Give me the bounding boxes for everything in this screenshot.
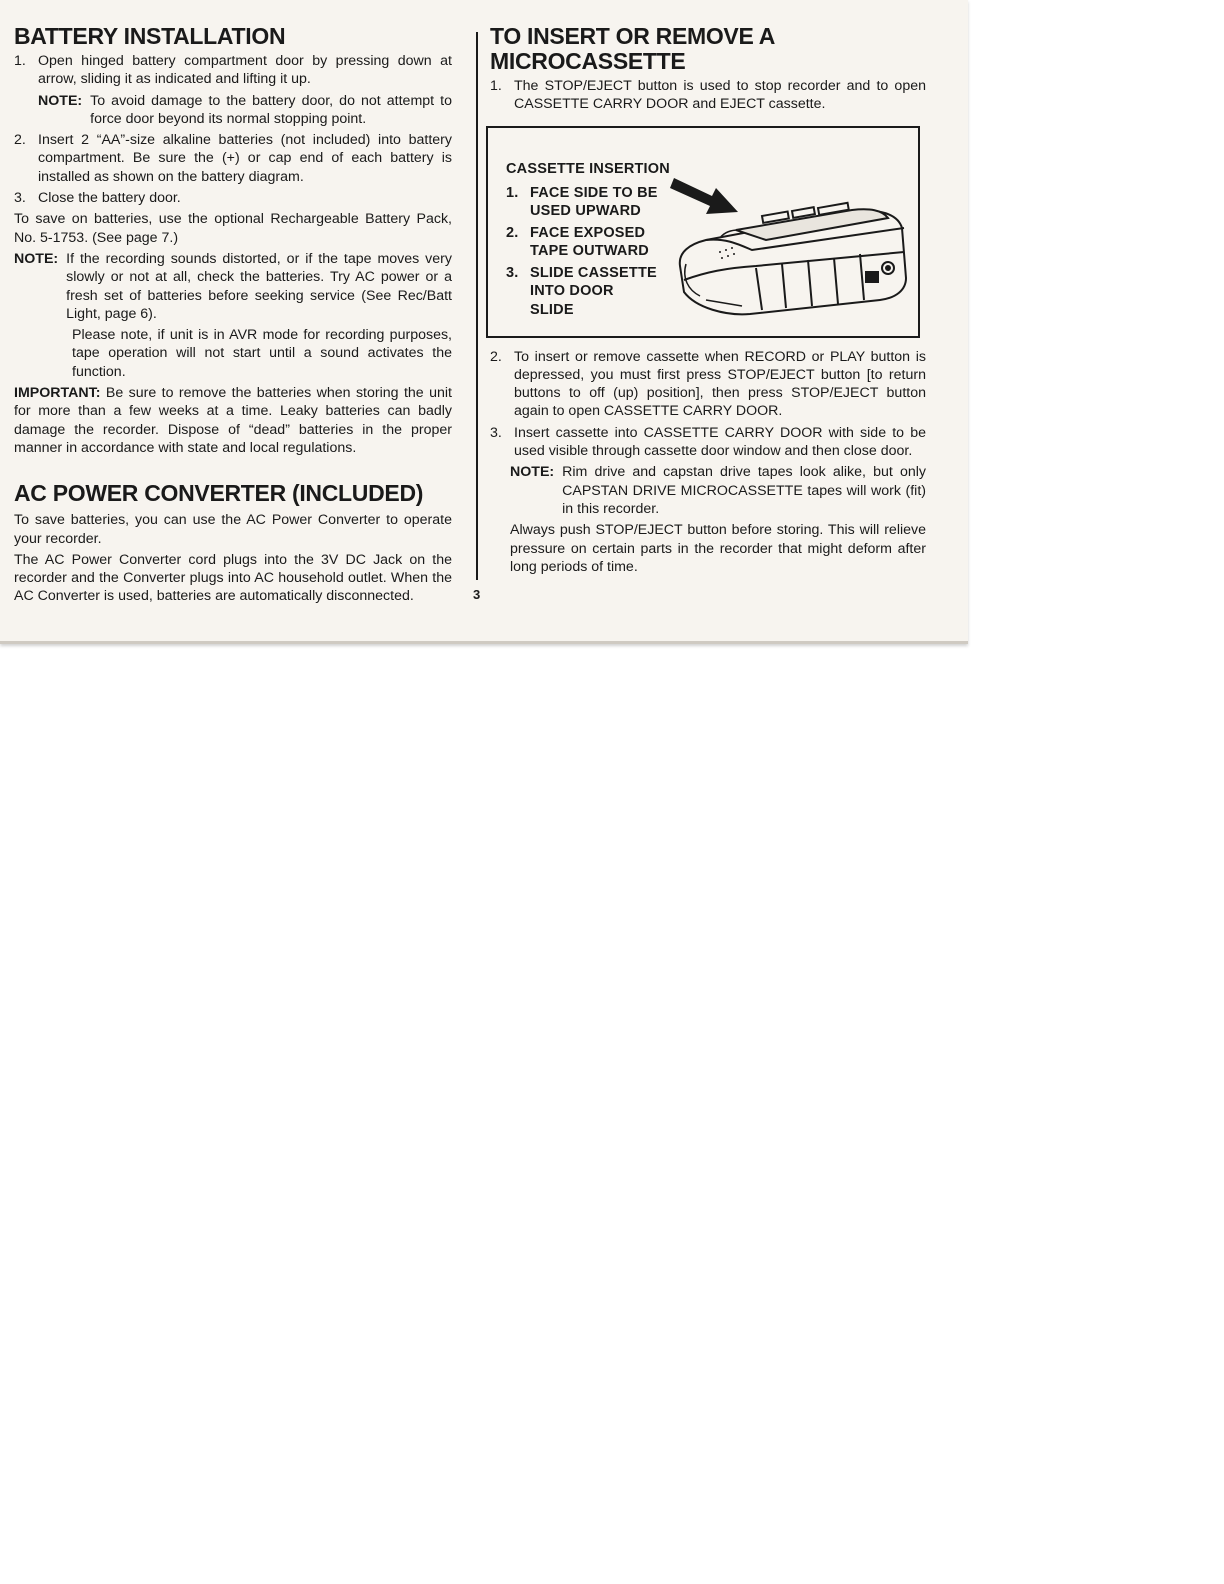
microcassette-recorder-icon [680, 202, 906, 314]
eject-step-1: 1. The STOP/EJECT button is used to stop recorder and to open CASSETTE CARRY DOOR and EJECT cassette. [490, 78, 926, 113]
figure-step-2: 2. FACE EXPOSED TAPE OUTWARD [506, 224, 649, 260]
ac-converter-heading: AC POWER CONVERTER (INCLUDED) [14, 480, 424, 507]
storage-advice: Always push STOP/EJECT button before storing. This will relieve pressure on certain parts in the recorder that might deform after long periods of time. [510, 522, 926, 575]
microcassette-heading: TO INSERT OR REMOVE A MICROCASSETTE [490, 23, 776, 74]
figure-title: CASSETTE INSERTION [506, 160, 670, 177]
avr-mode-note: Please note, if unit is in AVR mode for recording purposes, tape operation will not start until a sound activates the function. [72, 327, 452, 380]
right-column [490, 24, 926, 579]
battery-step-2: 2. Insert 2 “AA”-size alkaline batteries (not included) into battery compartment. Be sure the (+) or cap end of each battery is installed as shown on the battery diagram. [14, 132, 452, 185]
figure-step-1: 1. FACE SIDE TO BE USED UPWARD [506, 184, 658, 220]
capstan-drive-note: NOTE: Rim drive and capstan drive tapes look alike, but only CAPSTAN DRIVE MICROCASSETTE tapes will work (fit) in this recorder. [510, 464, 926, 517]
left-column [14, 24, 452, 609]
cassette-insertion-figure [486, 126, 920, 338]
ac-converter-para-2: The AC Power Converter cord plugs into the 3V DC Jack on the recorder and the Converter plugs into AC household outlet. When the AC Converter is used, batteries are automatically disconnected. [14, 551, 452, 605]
battery-heading: BATTERY INSTALLATION [14, 23, 286, 49]
battery-step-1: 1. Open hinged battery compartment door by pressing down at arrow, sliding it as indicated and lifting it up. [14, 53, 452, 88]
figure-step-3: 3. SLIDE CASSETTE INTO DOOR SLIDE [506, 264, 657, 318]
eject-step-3: 3. Insert cassette into CASSETTE CARRY DOOR with side to be used visible through cassette door window and then close door. [490, 424, 926, 460]
insertion-arrow-icon [670, 178, 738, 214]
figure-steps [506, 184, 658, 323]
important-notice: IMPORTANT: Be sure to remove the batteries when storing the unit for more than a few weeks at a time. Leaky batteries can badly damage the recorder. Dispose of “dead” batteries in the proper manner in accordance with state and local regulations. [14, 385, 452, 456]
page-number: 3 [473, 587, 481, 602]
ac-converter-para-1: To save batteries, you can use the AC Power Converter to operate your recorder. [14, 512, 452, 547]
battery-door-note: NOTE: To avoid damage to the battery door, do not attempt to force door beyond its normal stopping point. [38, 92, 452, 127]
rechargeable-pack-text: To save on batteries, use the optional Rechargeable Battery Pack, No. 5-1753. (See page 7.) [14, 211, 452, 246]
recorder-illustration [666, 168, 916, 324]
distortion-note: NOTE: If the recording sounds distorted, or if the tape moves very slowly or not at all, check the batteries. Try AC power or a fresh set of batteries before seeking service (See Rec/Batt Light, page 6). [14, 250, 452, 322]
column-divider [476, 32, 478, 580]
eject-step-2: 2. To insert or remove cassette when RECORD or PLAY button is depressed, you must first press STOP/EJECT button [to return buttons to off (up) position], then press STOP/EJECT button again to open CASSETTE CARRY DOOR. [490, 348, 926, 420]
manual-page [0, 0, 968, 644]
battery-step-3: 3. Close the battery door. [14, 190, 181, 207]
